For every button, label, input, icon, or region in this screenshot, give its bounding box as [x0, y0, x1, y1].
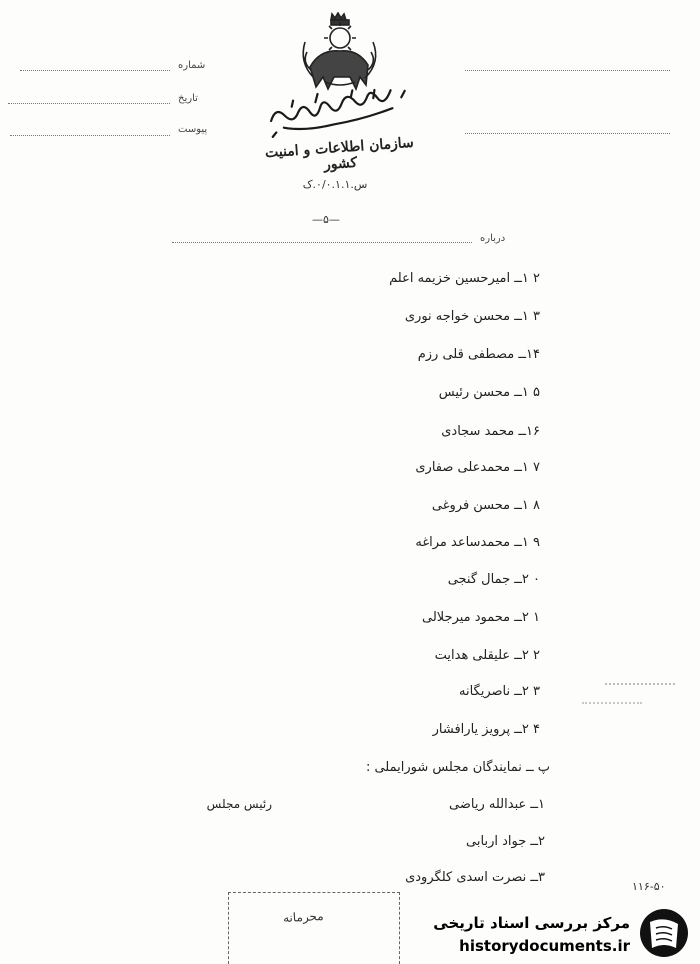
list-item: ۱۶ــ محمد سجادی: [441, 424, 540, 439]
watermark-url: historydocuments.ir: [459, 937, 630, 955]
document-code: ۱۱۶-۵۰: [632, 880, 666, 893]
list-item: ۴ ۲ــ پرویز یارافشار: [432, 722, 540, 737]
page-marker: —۵—: [312, 213, 340, 226]
list-item: ۱۴ــ مصطفی قلی رزم: [417, 347, 540, 362]
attachment-field-line: [10, 135, 170, 136]
regarding-field-line: [172, 242, 472, 243]
archive-logo-icon: [636, 906, 692, 960]
seal-stamp: محرمانه: [282, 908, 324, 926]
list-item: ۳ ۱ــ محسن خواجه نوری: [404, 309, 540, 324]
parliament-item: ۱ــ عبدالله ریاضی: [449, 797, 545, 812]
attachment-label: پیوست: [178, 124, 208, 135]
classification-handwriting: [260, 74, 414, 139]
to-field-line: [465, 70, 670, 71]
from-field-line: [465, 133, 670, 134]
list-item: ۸ ۱ــ محسن فروغی: [431, 498, 540, 513]
reference-code: س.۰/۰.۱.۱.ک: [302, 178, 368, 191]
faint-mark: [605, 683, 675, 685]
regarding-label: درباره: [480, 233, 506, 244]
faint-mark: [582, 702, 642, 704]
list-item: ۲ ۲ــ علیقلی هدایت: [434, 648, 540, 663]
parliament-role: رئیس مجلس: [206, 797, 272, 811]
list-item: ۰ ۲ــ جمال گنجی: [447, 572, 540, 587]
list-item: ۱ ۲ــ محمود میرجلالی: [421, 610, 540, 625]
list-item: ۲ ۱ــ امیرحسین خزیمه اعلم: [389, 271, 540, 286]
list-item: ۹ ۱ــ محمدساعد مراغه: [415, 535, 540, 550]
list-item: ۳ ۲ــ ناصریگانه: [459, 684, 540, 699]
list-item: ۵ ۱ــ محسن رئیس: [438, 385, 540, 400]
list-item: ۷ ۱ــ محمدعلی صفاری: [415, 460, 540, 475]
watermark-title: مرکز بررسی اسناد تاریخی: [433, 914, 630, 932]
section-heading: پ ــ نمایندگان مجلس شورایملی :: [365, 760, 550, 775]
footer-stamp-box: [228, 892, 400, 964]
date-label: تاریخ: [178, 93, 198, 104]
number-field-line: [20, 70, 170, 71]
parliament-item: ۲ــ جواد اربابی: [466, 834, 545, 849]
date-field-line: [8, 103, 170, 104]
organization-name: سازمان اطلاعات و امنیت کشور: [264, 134, 415, 174]
parliament-item: ۳ــ نصرت اسدی کلگرودی: [405, 870, 545, 885]
number-label: شماره: [178, 60, 206, 71]
